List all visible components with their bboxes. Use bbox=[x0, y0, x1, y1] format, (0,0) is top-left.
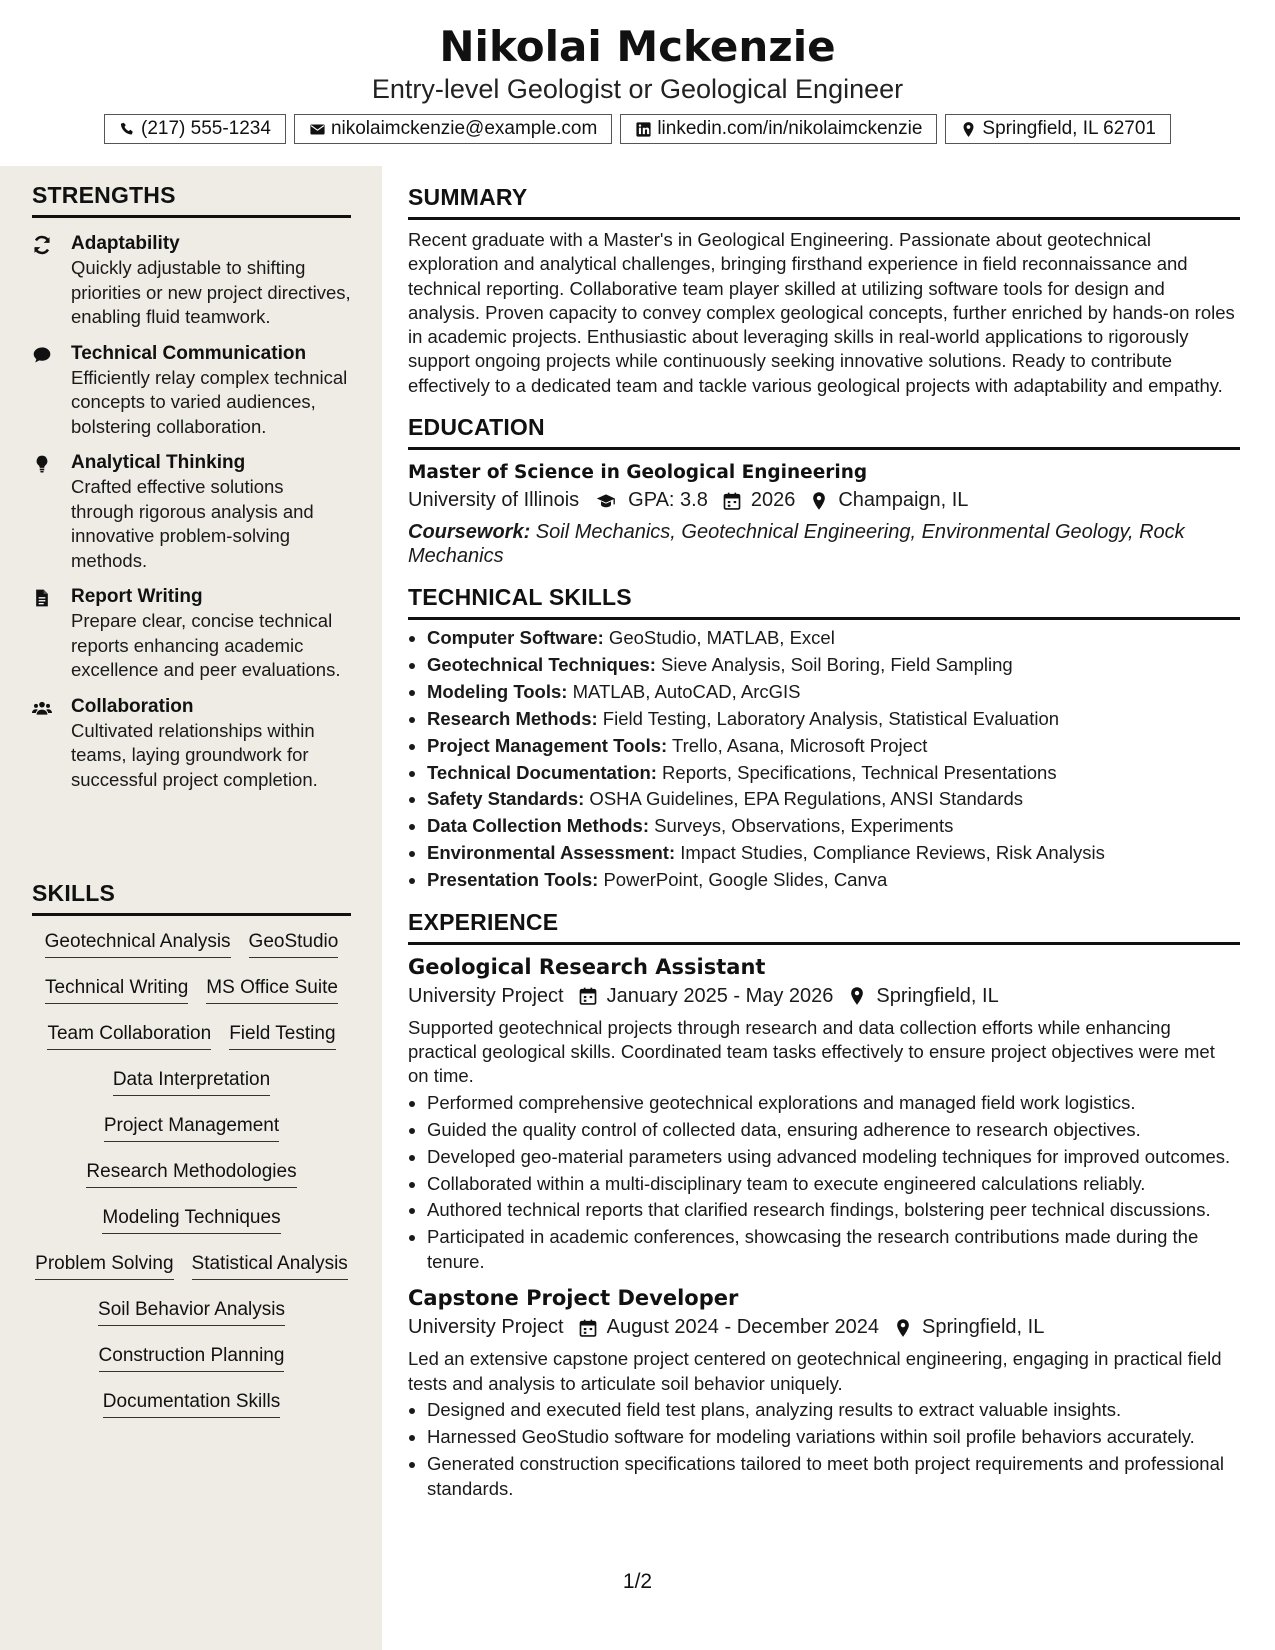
contact-location[interactable] bbox=[945, 114, 1171, 144]
strength-title: Adaptability bbox=[71, 233, 180, 254]
speech-bubble-icon bbox=[32, 345, 52, 365]
education-meta bbox=[408, 489, 1240, 512]
job-summary: Supported geotechnical projects through research and data collection efforts while enhancing practical geological skills. Coordinated team tasks effectively to ensure project objectives were met on time. bbox=[408, 1016, 1215, 1087]
contact-linkedin-text: linkedin.com/in/nikolaimckenzie bbox=[657, 118, 923, 139]
job-dates: January 2025 - May 2026 bbox=[606, 984, 834, 1007]
coursework bbox=[408, 520, 1240, 568]
job-dates: August 2024 - December 2024 bbox=[606, 1316, 880, 1339]
skills-section bbox=[32, 880, 351, 1436]
calendar-icon bbox=[578, 986, 598, 1006]
list-item: • Generated construction specifications tailored to meet both project requirements and professional standards. bbox=[427, 1452, 1240, 1501]
list-item: • Designed and executed field test plans, analyzing results to extract valuable insights. bbox=[427, 1398, 1240, 1423]
document-icon bbox=[32, 588, 52, 608]
technical-skills-heading: TECHNICAL SKILLS bbox=[408, 584, 1240, 620]
list-item: • Technical Documentation: Reports, Specifications, Technical Presentations bbox=[427, 761, 1240, 786]
skill-tag: Soil Behavior Analysis bbox=[98, 1298, 285, 1326]
list-item: • Research Methods: Field Testing, Laboratory Analysis, Statistical Evaluation bbox=[427, 707, 1240, 732]
map-pin-icon bbox=[893, 1318, 913, 1338]
skills-list bbox=[32, 930, 351, 1436]
contact-linkedin[interactable] bbox=[620, 114, 937, 144]
list-item: • Harnessed GeoStudio software for modeling variations within soil profile behaviors accurately. bbox=[427, 1425, 1240, 1450]
strengths-heading: STRENGTHS bbox=[32, 182, 351, 218]
contact-email-text: nikolaimckenzie@example.com bbox=[330, 118, 598, 139]
strength-title: Analytical Thinking bbox=[71, 452, 246, 473]
linkedin-icon bbox=[635, 121, 652, 138]
job-title: Capstone Project Developer bbox=[408, 1286, 739, 1311]
skill-tag: Geotechnical Analysis bbox=[45, 930, 231, 958]
job-org: University Project bbox=[408, 984, 564, 1007]
map-pin-icon bbox=[960, 121, 977, 138]
strength-item bbox=[32, 232, 351, 330]
lightbulb-icon bbox=[32, 454, 52, 474]
gpa: GPA: 3.8 bbox=[628, 489, 708, 512]
skill-tag: Problem Solving bbox=[35, 1252, 173, 1280]
contact-email[interactable] bbox=[294, 114, 612, 144]
skill-tag: Research Methodologies bbox=[86, 1160, 296, 1188]
skill-tag: Project Management bbox=[104, 1114, 279, 1142]
summary-heading: SUMMARY bbox=[408, 184, 1240, 220]
contact-bar bbox=[0, 114, 1275, 144]
list-item: • Participated in academic conferences, showcasing the research contributions made during the tenure. bbox=[427, 1225, 1240, 1274]
skill-tag: Team Collaboration bbox=[47, 1022, 211, 1050]
skill-tag: GeoStudio bbox=[249, 930, 339, 958]
list-item: • Safety Standards: OSHA Guidelines, EPA Regulations, ANSI Standards bbox=[427, 787, 1240, 812]
skill-tag: Documentation Skills bbox=[103, 1390, 280, 1418]
page-number: 1/2 bbox=[622, 1570, 653, 1593]
experience-heading: EXPERIENCE bbox=[408, 909, 1240, 945]
summary-text: Recent graduate with a Master's in Geological Engineering. Passionate about geotechnical exploration and analytical challenges, bringing firsthand experience in field reconnaissance and technical reporting. Collaborative team player skilled at utilizing software tools for design and analysis. Proven capacity to convey complex geological concepts, further enriched by hands-on roles in academic projects. Enthusiastic about leveraging skills in real-world applications to rigorously support ongoing projects while continuously seeking innovative solutions. Ready to contribute effectively to a dedicated team and tackle various geological projects with adaptability and empathy. bbox=[408, 229, 1235, 396]
strengths-section bbox=[32, 182, 351, 792]
job-summary: Led an extensive capstone project centered on geotechnical engineering, engaging in practical field tests and analysis to articulate soil behavior uniquely. bbox=[408, 1348, 1222, 1394]
map-pin-icon bbox=[847, 986, 867, 1006]
contact-location-text: Springfield, IL 62701 bbox=[982, 118, 1156, 139]
coursework-label: Coursework: bbox=[408, 521, 531, 544]
list-item: • Collaborated within a multi-disciplinary team to execute engineered calculations reliably. bbox=[427, 1172, 1240, 1197]
job-bullets bbox=[408, 1398, 1240, 1501]
users-icon bbox=[32, 698, 52, 718]
calendar-icon bbox=[578, 1318, 598, 1338]
strength-desc: Efficiently relay complex technical concepts to varied audiences, bolstering collaboration. bbox=[71, 366, 348, 437]
degree-title: Master of Science in Geological Engineering bbox=[408, 462, 868, 484]
contact-phone[interactable] bbox=[104, 114, 286, 144]
list-item: • Project Management Tools: Trello, Asana, Microsoft Project bbox=[427, 734, 1240, 759]
graduation-cap-icon bbox=[593, 491, 619, 511]
list-item: • Data Collection Methods: Surveys, Observations, Experiments bbox=[427, 814, 1240, 839]
education-heading: EDUCATION bbox=[408, 414, 1240, 450]
school-name: University of Illinois bbox=[408, 489, 580, 512]
envelope-icon bbox=[309, 121, 326, 138]
strength-item bbox=[32, 451, 351, 573]
skills-heading: SKILLS bbox=[32, 880, 351, 916]
refresh-icon bbox=[32, 235, 52, 255]
job-location: Springfield, IL bbox=[876, 984, 999, 1007]
strength-desc: Quickly adjustable to shifting priorities or new project directives, enabling fluid teamwork. bbox=[71, 257, 351, 327]
contact-phone-text: (217) 555-1234 bbox=[141, 118, 271, 139]
list-item: • Environmental Assessment: Impact Studies, Compliance Reviews, Risk Analysis bbox=[427, 841, 1240, 866]
phone-icon bbox=[119, 121, 136, 138]
skill-tag: Statistical Analysis bbox=[192, 1252, 348, 1280]
graduation-year: 2026 bbox=[750, 489, 796, 512]
list-item: • Geotechnical Techniques: Sieve Analysis, Soil Boring, Field Sampling bbox=[427, 653, 1240, 678]
job-bullets bbox=[408, 1091, 1240, 1274]
skill-tag: Modeling Techniques bbox=[102, 1206, 280, 1234]
skill-tag: Technical Writing bbox=[45, 976, 188, 1004]
technical-skills-list bbox=[408, 626, 1240, 893]
job-location: Springfield, IL bbox=[922, 1316, 1045, 1339]
skill-tag: MS Office Suite bbox=[206, 976, 338, 1004]
list-item: • Authored technical reports that clarified research findings, bolstering peer technical discussions. bbox=[427, 1198, 1240, 1223]
skill-tag: Field Testing bbox=[229, 1022, 335, 1050]
strength-item bbox=[32, 342, 351, 440]
job-meta bbox=[408, 985, 1240, 1008]
strength-desc: Crafted effective solutions through rigorous analysis and innovative problem-solving methods. bbox=[71, 476, 314, 571]
strength-desc: Prepare clear, concise technical reports enhancing academic excellence and peer evaluations. bbox=[71, 610, 341, 680]
list-item: • Guided the quality control of collected data, ensuring adherence to research objectives. bbox=[427, 1118, 1240, 1143]
strength-item bbox=[32, 585, 351, 683]
skill-tag: Data Interpretation bbox=[113, 1068, 270, 1096]
job-org: University Project bbox=[408, 1316, 564, 1339]
strength-title: Report Writing bbox=[71, 586, 203, 607]
strength-desc: Cultivated relationships within teams, laying groundwork for successful project completion. bbox=[71, 719, 318, 790]
skill-tag: Construction Planning bbox=[99, 1344, 285, 1372]
list-item: • Computer Software: GeoStudio, MATLAB, Excel bbox=[427, 626, 1240, 651]
sidebar bbox=[0, 166, 382, 1650]
strength-item bbox=[32, 695, 351, 793]
main-content bbox=[408, 166, 1240, 1501]
map-pin-icon bbox=[809, 491, 829, 511]
list-item: • Performed comprehensive geotechnical explorations and managed field work logistics. bbox=[427, 1091, 1240, 1116]
job-title: Geological Research Assistant bbox=[408, 954, 766, 979]
strength-title: Collaboration bbox=[71, 695, 194, 717]
list-item: • Modeling Tools: MATLAB, AutoCAD, ArcGIS bbox=[427, 680, 1240, 705]
candidate-name: Nikolai Mckenzie bbox=[439, 22, 836, 71]
job-headline: Entry-level Geologist or Geological Engineer bbox=[371, 74, 904, 104]
calendar-icon bbox=[722, 491, 742, 511]
job-meta bbox=[408, 1316, 1240, 1339]
strength-title: Technical Communication bbox=[71, 342, 307, 364]
school-location: Champaign, IL bbox=[838, 489, 969, 512]
list-item: • Developed geo-material parameters using advanced modeling techniques for improved outcomes. bbox=[427, 1145, 1240, 1170]
coursework-list: Soil Mechanics, Geotechnical Engineering, Environmental Geology, Rock Mechanics bbox=[408, 521, 1185, 568]
list-item: • Presentation Tools: PowerPoint, Google Slides, Canva bbox=[427, 868, 1240, 893]
